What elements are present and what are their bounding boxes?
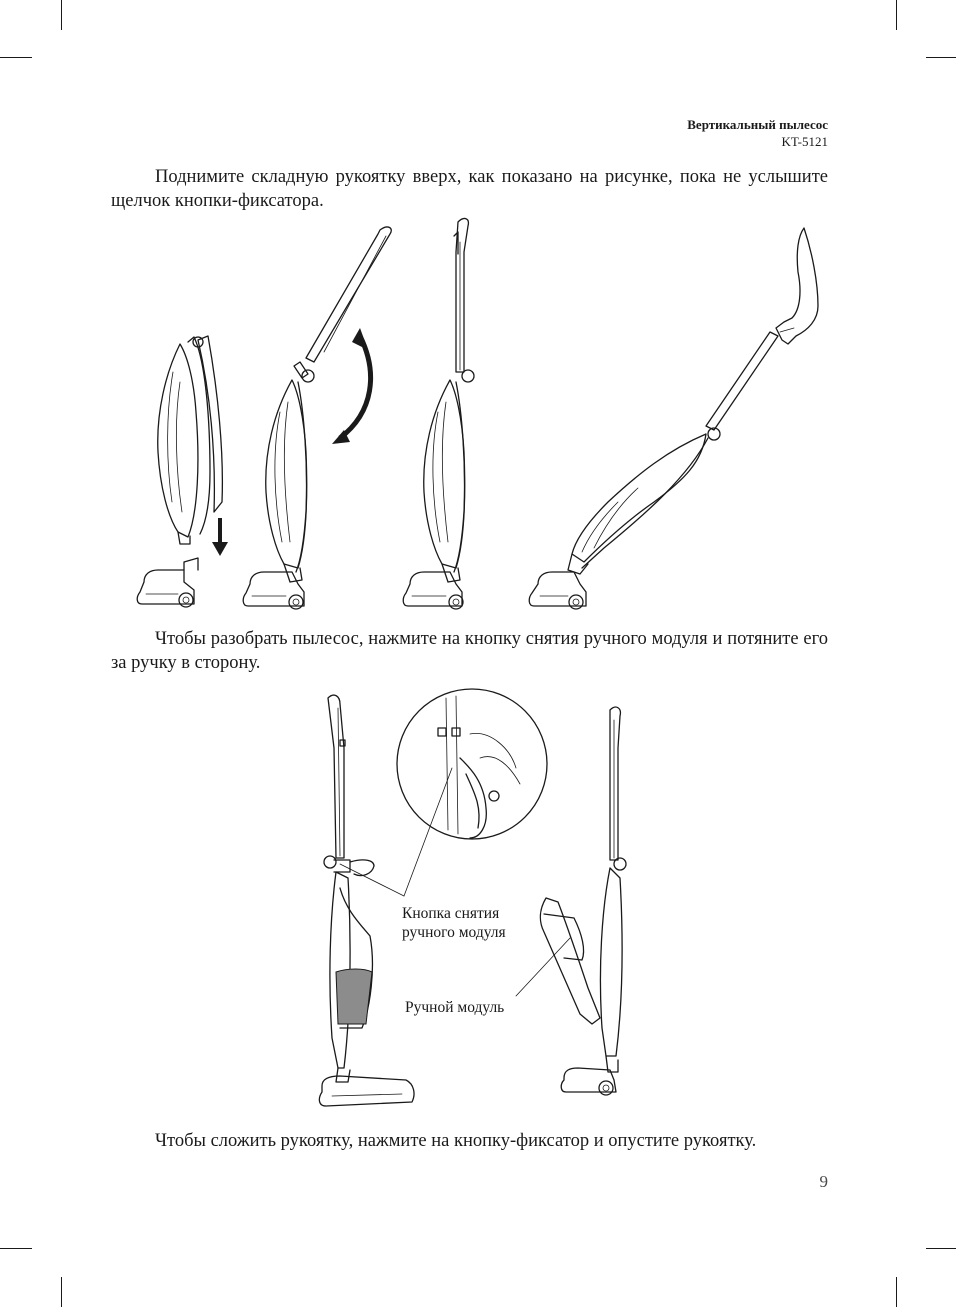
figure-handheld-removal [310, 688, 640, 1113]
down-arrow-icon [212, 518, 228, 556]
page-number: 9 [819, 1172, 828, 1191]
crop-mark [926, 57, 956, 58]
crop-mark [896, 0, 897, 30]
crop-mark [926, 1248, 956, 1249]
vacuum-upright [403, 219, 474, 609]
figure-handle-unfold [128, 212, 833, 622]
rotate-arrow-icon [332, 328, 371, 444]
callout-release-button [402, 904, 506, 942]
vacuum-folded [137, 336, 222, 607]
callout-line-2: ручного модуля [402, 924, 506, 941]
paragraph-unfold-handle: Поднимите складную рукоятку вверх, как показано на рисунке, пока не услышите щелчок кнопки-фиксатора. [111, 167, 828, 211]
crop-mark [61, 0, 62, 30]
vacuum-unfolding [243, 227, 391, 609]
paragraph-fold-handle: Чтобы сложить рукоятку, нажмите на кнопку-фиксатор и опустите рукоятку. [155, 1131, 757, 1151]
header-model: KT-5121 [781, 134, 828, 149]
running-header [687, 116, 828, 150]
crop-mark [0, 57, 32, 58]
paragraph-disassemble: Чтобы разобрать пылесос, нажмите на кнопку снятия ручного модуля и потяните его за ручку в сторону. [111, 629, 828, 673]
crop-mark [896, 1277, 897, 1307]
vacuum-in-use [529, 228, 818, 609]
detail-magnifier [397, 689, 547, 839]
header-title: Вертикальный пылесос [687, 117, 828, 132]
vacuum-separated [540, 707, 626, 1095]
callout-line-1: Кнопка снятия [402, 905, 500, 922]
crop-mark [0, 1248, 32, 1249]
vacuum-assembled [319, 695, 414, 1106]
callout-handheld-module: Ручной модуль [405, 999, 505, 1016]
crop-mark [61, 1277, 62, 1307]
